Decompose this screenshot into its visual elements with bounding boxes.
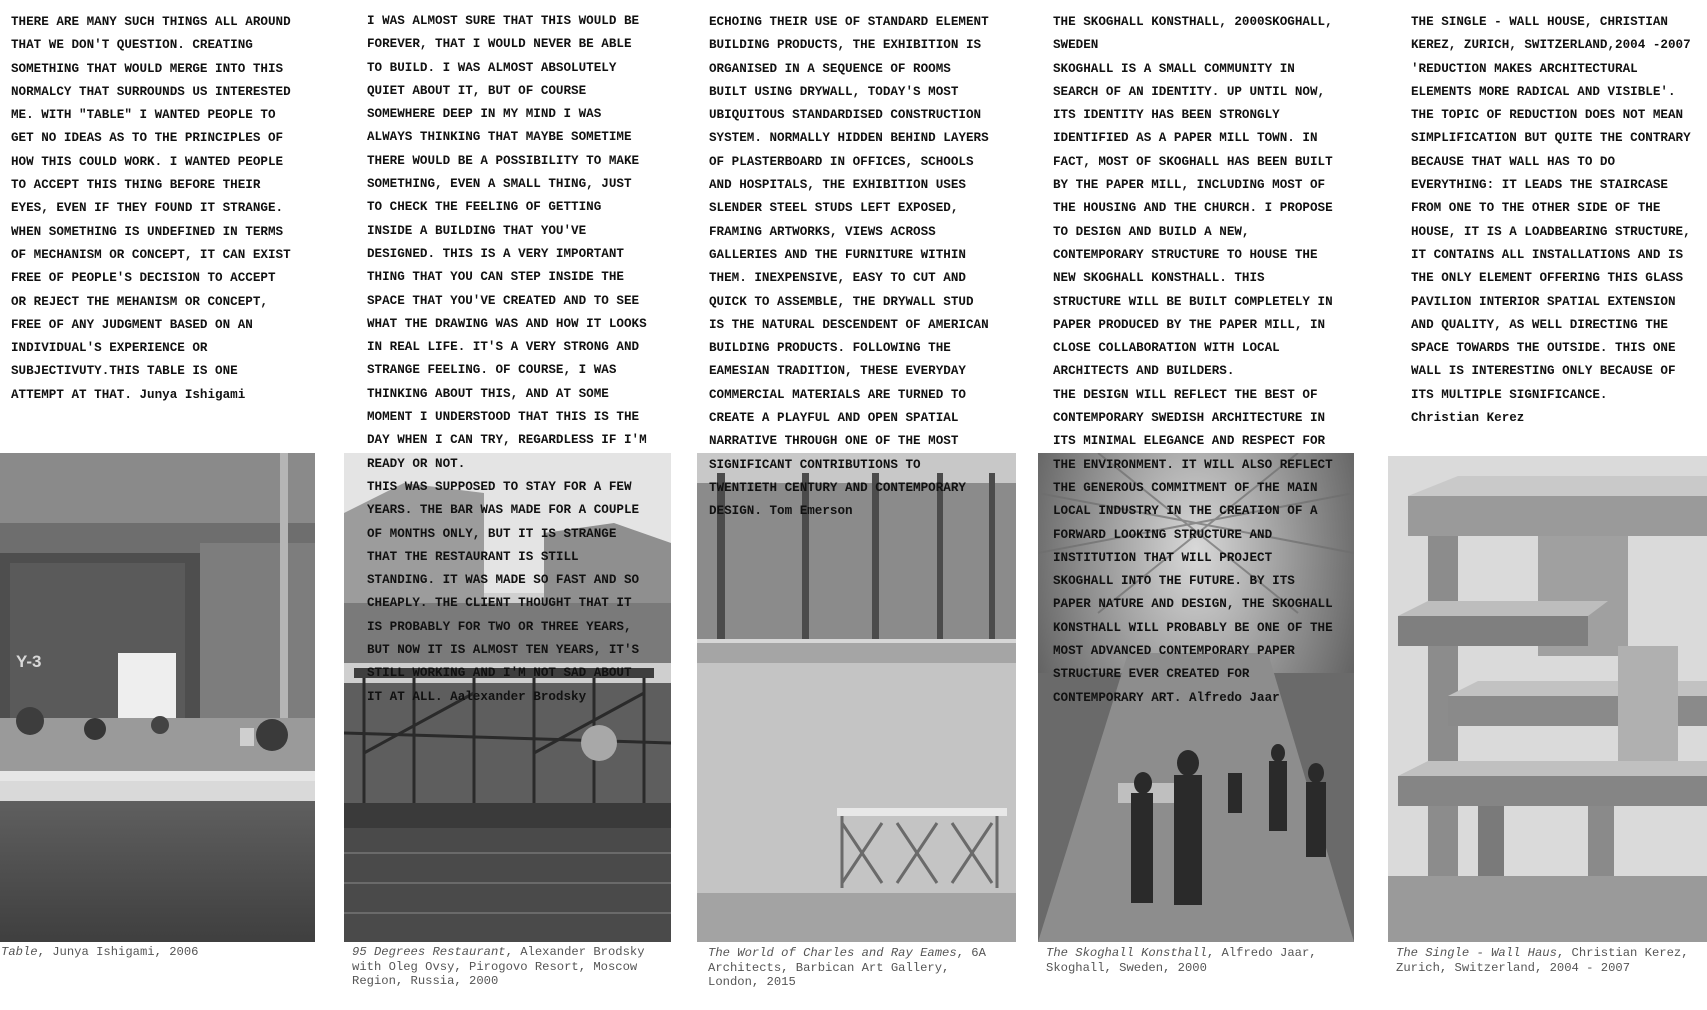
caption-restaurant [352, 945, 682, 989]
caption-title: The Single - Wall Haus [1396, 946, 1557, 960]
caption-credit: , Alfredo Jaar, Skoghall, Sweden, 2000 [1046, 946, 1317, 975]
photo-single-wall-house [1388, 456, 1707, 942]
caption-skoghall [1046, 946, 1366, 975]
photo-eames-exhibition [697, 453, 1016, 942]
caption-credit: , Junya Ishigami, 2006 [37, 945, 199, 959]
caption-title: The Skoghall Konsthall [1046, 946, 1207, 960]
caption-credit: , 6A Architects, Barbican Art Gallery, London, 2015 [708, 946, 986, 990]
caption-credit: , Alexander Brodsky with Oleg Ovsy, Pirogovo Resort, Moscow Region, Russia, 2000 [352, 945, 645, 989]
photo-table-ishigami [0, 453, 315, 942]
caption-credit: , Christian Kerez, Zurich, Switzerland, 2004 - 2007 [1396, 946, 1689, 975]
y3-sign: Y-3 [16, 652, 42, 671]
caption-title: Table [1, 945, 38, 959]
photo-single-wall-drawing [1388, 456, 1707, 942]
caption-single-wall [1396, 946, 1707, 975]
quote-emerson: ECHOING THEIR USE OF STANDARD ELEMENT BUILDING PRODUCTS, THE EXHIBITION IS ORGANISED IN A SEQUENCE OF ROOMS BUILT USING DRYWALL, TODAY'S MOST UBIQUITOUS STANDARDISED CONSTRUCTION SYSTEM. NORMALLY HIDDEN BEHIND LAYERS OF PLASTERBOARD IN OFFICES, SCHOOLS AND HOSPITALS, THE EXHIBITION USES SLENDER STEEL STUDS LEFT EXPOSED, FRAMING ARTWORKS, VIEWS ACROSS GALLERIES AND THE FURNITURE WITHIN THEM. INEXPENSIVE, EASY TO CUT AND QUICK TO ASSEMBLE, THE DRYWALL STUD IS THE NATURAL DESCENDENT OF AMERICAN BUILDING PRODUCTS. FOLLOWING THE EAMESIAN TRADITION, THESE EVERYDAY COMMERCIAL MATERIALS ARE TURNED TO CREATE A PLAYFUL AND OPEN SPATIAL NARRATIVE THROUGH ONE OF THE MOST SIGNIFICANT CONTRIBUTIONS TO TWENTIETH CENTURY AND CONTEMPORARY DESIGN. Tom Emerson [709, 15, 989, 519]
quote-jaar: THE SKOGHALL KONSTHALL, 2000SKOGHALL, SWEDEN SKOGHALL IS A SMALL COMMUNITY IN SEARCH OF AN IDENTITY. UP UNTIL NOW, ITS IDENTITY HAS BEEN STRONGLY IDENTIFIED AS A PAPER MILL TOWN. IN FACT, MOST OF SKOGHALL HAS BEEN BUILT BY THE PAPER MILL, INCLUDING MOST OF THE HOUSING AND THE CHURCH. I PROPOSE TO DESIGN AND BUILD A NEW, CONTEMPORARY STRUCTURE TO HOUSE THE NEW SKOGHALL KONSTHALL. THIS STRUCTURE WILL BE BUILT COMPLETELY IN PAPER PRODUCED BY THE PAPER MILL, IN CLOSE COLLABORATION WITH LOCAL ARCHITECTS AND BUILDERS. THE DESIGN WILL REFLECT THE BEST OF CONTEMPORARY SWEDISH ARCHITECTURE IN ITS MINIMAL ELEGANCE AND RESPECT FOR THE ENVIRONMENT. IT WILL ALSO REFLECT THE GENEROUS COMMITMENT OF THE MAIN LOCAL INDUSTRY IN THE CREATION OF A FORWARD LOOKING STRUCTURE AND INSTITUTION THAT WILL PROJECT SKOGHALL INTO THE FUTURE. BY ITS PAPER NATURE AND DESIGN, THE SKOGHALL KONSTHALL WILL PROBABLY BE ONE OF THE MOST ADVANCED CONTEMPORARY PAPER STRUCTURE EVER CREATED FOR CONTEMPORARY ART. Alfredo Jaar [1053, 15, 1333, 705]
quote-kerez: THE SINGLE - WALL HOUSE, CHRISTIAN KEREZ, ZURICH, SWITZERLAND,2004 -2007 'REDUCTION MAKES ARCHITECTURAL ELEMENTS MORE RADICAL AND VISIBLE'. THE TOPIC OF REDUCTION DOES NOT MEAN SIMPLIFICATION BUT QUITE THE CONTRARY BECAUSE THAT WALL HAS TO DO EVERYTHING: IT LEADS THE STAIRCASE FROM ONE TO THE OTHER SIDE OF THE HOUSE, IT IS A LOADBEARING STRUCTURE, IT CONTAINS ALL INSTALLATIONS AND IS THE ONLY ELEMENT OFFERING THIS GLASS PAVILION INTERIOR SPATIAL EXTENSION AND QUALITY, AS WELL DIRECTING THE SPACE TOWARDS THE OUTSIDE. THIS ONE WALL IS INTERESTING ONLY BECAUSE OF ITS MULTIPLE SIGNIFICANCE. Christian Kerez [1411, 15, 1691, 426]
photo-eames-drawing [697, 453, 1016, 942]
quote-ishigami: THERE ARE MANY SUCH THINGS ALL AROUND THAT WE DON'T QUESTION. CREATING SOMETHING THAT WOULD MERGE INTO THIS NORMALCY THAT SURROUNDS US INTERESTED ME. WITH "TABLE" I WANTED PEOPLE TO GET NO IDEAS AS TO THE PRINCIPLES OF HOW THIS COULD WORK. I WANTED PEOPLE TO ACCEPT THIS THING BEFORE THEIR EYES, EVEN IF THEY FOUND IT STRANGE. WHEN SOMETHING IS UNDEFINED IN TERMS OF MECHANISM OR CONCEPT, IT CAN EXIST FREE OF PEOPLE'S DECISION TO ACCEPT OR REJECT THE MEHANISM OR CONCEPT, FREE OF ANY JUDGMENT BASED ON AN INDIVIDUAL'S EXPERIENCE OR SUBJECTIVUTY.THIS TABLE IS ONE ATTEMPT AT THAT. Junya Ishigami [11, 15, 291, 402]
caption-title: The World of Charles and Ray Eames [708, 946, 957, 960]
caption-table [1, 945, 331, 960]
photo-table-ishigami-drawing [0, 453, 315, 942]
caption-eames [708, 946, 1028, 990]
caption-title: 95 Degrees Restaurant [352, 945, 506, 959]
quote-brodsky: I WAS ALMOST SURE THAT THIS WOULD BE FOREVER, THAT I WOULD NEVER BE ABLE TO BUILD. I WAS ALMOST ABSOLUTELY QUIET ABOUT IT, BUT OF COURSE SOMEWHERE DEEP IN MY MIND I WAS ALWAYS THINKING THAT MAYBE SOMETIME THERE WOULD BE A POSSIBILITY TO MAKE SOMETHING, EVEN A SMALL THING, JUST TO CHECK THE FEELING OF GETTING INSIDE A BUILDING THAT YOU'VE DESIGNED. THIS IS A VERY IMPORTANT THING THAT YOU CAN STEP INSIDE THE SPACE THAT YOU'VE CREATED AND TO SEE WHAT THE DRAWING WAS AND HOW IT LOOKS IN REAL LIFE. IT'S A VERY STRONG AND STRANGE FEELING. OF COURSE, I WAS THINKING ABOUT THIS, AND AT SOME MOMENT I UNDERSTOOD THAT THIS IS THE DAY WHEN I CAN TRY, REGARDLESS IF I'M READY OR NOT. THIS WAS SUPPOSED TO STAY FOR A FEW YEARS. THE BAR WAS MADE FOR A COUPLE OF MONTHS ONLY, BUT IT IS STRANGE THAT THE RESTAURANT IS STILL STANDING. IT WAS MADE SO FAST AND SO CHEAPLY. THE CLIENT THOUGHT THAT IT IS PROBABLY FOR TWO OR THREE YEARS, BUT NOW IT IS ALMOST TEN YEARS, IT'S STILL WORKING AND I'M NOT SAD ABOUT IT AT ALL. Aalexander Brodsky [367, 14, 647, 704]
